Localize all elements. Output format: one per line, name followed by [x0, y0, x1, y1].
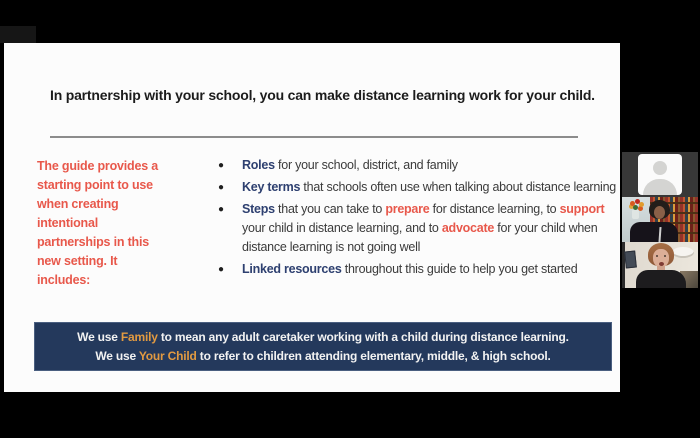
text-run: support	[559, 202, 605, 216]
flower-bouquet	[630, 201, 635, 206]
participant-tile-video-1[interactable]	[622, 197, 698, 242]
bullet-item	[216, 178, 620, 197]
text-run: to mean any adult caretaker working with a child during distance learning.	[157, 329, 569, 344]
bullet-item	[216, 200, 620, 257]
bullet-item	[216, 260, 620, 279]
bullet-marker: ●	[218, 204, 224, 215]
bullet-text	[242, 262, 577, 276]
bullet-item	[216, 156, 620, 175]
participant-tile-video-2[interactable]	[622, 242, 698, 288]
flower-vase	[632, 210, 639, 219]
picture-frame	[624, 250, 637, 268]
bullet-text	[242, 180, 616, 194]
participant-eyes	[656, 255, 658, 257]
text-run: throughout this guide to help you get started	[341, 262, 578, 276]
avatar-card	[638, 154, 682, 195]
text-run: your child in distance learning, and to	[242, 221, 442, 235]
participant-tile-camera-off[interactable]	[622, 152, 698, 197]
text-run: prepare	[385, 202, 430, 216]
participant-face	[654, 206, 665, 219]
bullet-text	[242, 202, 604, 254]
participant-body	[636, 270, 686, 288]
bullet-marker: ●	[218, 160, 224, 171]
window-chrome-remnant	[0, 26, 36, 43]
text-run: Roles	[242, 158, 275, 172]
text-run: Key terms	[242, 180, 301, 194]
ceiling-lamp	[672, 247, 694, 258]
presentation-slide	[4, 43, 620, 392]
person-icon-body	[643, 179, 677, 195]
text-run: for your child when distance learning is not going well	[242, 221, 598, 254]
text-run: We use	[95, 348, 139, 363]
text-run: to refer to children attending elementary, middle, & high school.	[196, 348, 551, 363]
banner-line	[95, 347, 550, 366]
text-run: Linked resources	[242, 262, 342, 276]
text-run: for distance learning, to	[429, 202, 560, 216]
bullet-marker: ●	[218, 264, 224, 275]
intro-text: The guide provides a starting point to use when creating intentional partnerships in this new setting. It includes:	[37, 159, 159, 287]
text-run: We use	[77, 329, 121, 344]
text-run: Steps	[242, 202, 275, 216]
bullet-list	[216, 156, 620, 282]
person-icon-head	[653, 161, 667, 175]
text-run: that you can take to	[274, 202, 386, 216]
title-divider	[50, 136, 578, 138]
definition-banner	[34, 322, 612, 371]
text-run: advocate	[441, 221, 495, 235]
slide-title: In partnership with your school, you can make distance learning work for your child.	[50, 87, 595, 103]
text-run: Your Child	[138, 348, 197, 363]
wall-edge	[622, 242, 625, 288]
participant-body	[630, 222, 678, 242]
banner-line	[77, 328, 569, 347]
bullet-text	[242, 158, 458, 172]
bullet-marker: ●	[218, 182, 224, 193]
text-run: for your school, district, and family	[274, 158, 458, 172]
text-run: that schools often use when talking about distance learning	[300, 180, 616, 194]
text-run: Family	[120, 329, 158, 344]
